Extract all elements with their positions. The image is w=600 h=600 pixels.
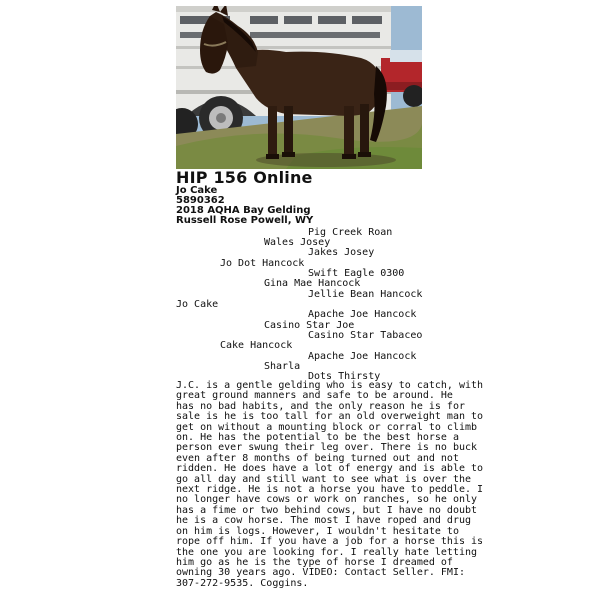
description-line: the one you are looking for. I really hate letting [176,546,478,558]
description-line: ridden. He does have a lot of energy and is able to [176,463,484,475]
pedigree-entry: Casino Star Joe [264,320,355,331]
description-line: on. He has the potential to be the best horse a [176,432,459,444]
horse-photo-illustration [176,6,422,169]
description-line: rope off him. If you have a job for a horse this is [176,536,484,548]
description-line: has no bad habits, and the only reason he is for [176,400,465,412]
horse-description: 2018 AQHA Bay Gelding [176,205,311,216]
description-line: 307-272-9535. Coggins. [176,577,309,589]
description-line: on him is logs. However, I wouldn't hesitate to [176,525,459,537]
consignor: Russell Rose Powell, WY [176,215,314,226]
registration-number: 5890362 [176,195,225,206]
pedigree-entry: Swift Eagle 0300 [308,268,405,279]
description-line: sale is he is too tall for an old overweight man to [176,411,484,423]
description-line: him go as he is the type of horse I dreamed of [176,556,453,568]
description-line: go all day and still want to see what is over the [176,473,472,485]
description-line: person ever swung their leg over. There is no buck [176,442,478,454]
pedigree-entry: Sharla [264,361,301,372]
horse-name: Jo Cake [176,185,218,196]
description-line: get on without a mounting block or corral to climb [176,421,478,433]
pedigree-entry: Jakes Josey [308,247,375,258]
description-line: he is a cow horse. The most I have roped and drug [176,515,472,527]
pedigree-entry: Wales Josey [264,237,331,248]
pedigree-entry: Gina Mae Hancock [264,278,361,289]
pedigree-entry: Cake Hancock [220,340,293,351]
description-line: has a fime or two behind cows, but I have no doubt [176,504,478,516]
horse-photo [176,6,422,169]
pedigree-entry: Jellie Bean Hancock [308,289,423,300]
description-line: no longer have cows or work on ranches, so he only [176,494,478,506]
pedigree-entry: Pig Creek Roan [308,227,393,238]
pedigree-entry: Apache Joe Hancock [308,309,417,320]
pedigree-entry: Jo Cake [176,299,219,310]
description-line: great ground manners and safe to be around. He [176,390,453,402]
description-line: even after 8 months of being turned out and not [176,452,459,464]
pedigree-entry: Dots Thirsty [308,371,381,382]
description-line: J.C. is a gentle gelding who is easy to catch, with [176,380,484,391]
hip-title: HIP 156 Online [176,168,313,187]
horse-info [176,186,313,226]
description-line: owning 30 years ago. VIDEO: Contact Seller. FMI: [176,567,465,579]
horse-description-text [176,380,484,589]
description-line: next ridge. He is not a horse you have to peddle. I [176,484,484,496]
pedigree-entry: Jo Dot Hancock [220,258,305,269]
pedigree-entry: Casino Star Tabaceo [308,330,423,341]
pedigree-entry: Apache Joe Hancock [308,351,417,362]
